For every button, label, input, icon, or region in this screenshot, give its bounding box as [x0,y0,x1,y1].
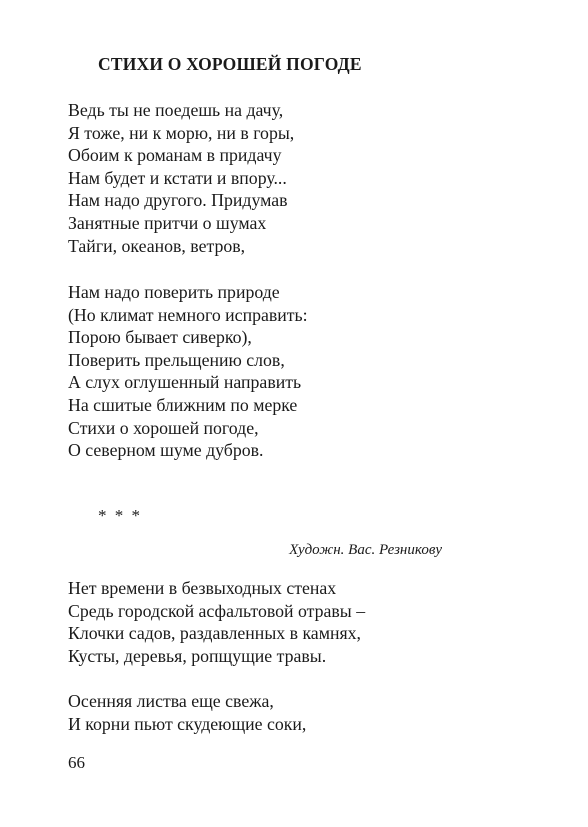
poem-line: А слух оглушенный направить [68,372,302,393]
poem-line: Я тоже, ни к морю, ни в горы, [68,122,295,143]
poem-line: Кусты, деревья, ропщущие травы. [68,645,327,666]
poem2-stanza-2 [68,690,306,735]
poem-line: О северном шуме дубров. [68,440,264,461]
poem-line: Нам надо другого. Придумав [68,190,288,211]
poem1-stanza-2 [68,281,308,462]
poem-title: СТИХИ О ХОРОШЕЙ ПОГОДЕ [98,54,362,74]
poem-line: Порою бывает сиверко), [68,327,252,348]
poem-line: (Но климат немного исправить: [68,304,308,325]
poem-line: И корни пьют скудеющие соки, [68,713,307,734]
poem-line: Стихи о хорошей погоде, [68,417,259,438]
poem2-stanza-1 [68,577,365,667]
poem-line: Занятные притчи о шумах [68,212,267,233]
poem-line: Нам будет и кстати и впору... [68,167,287,188]
poem-line: Обоим к романам в придачу [68,145,282,166]
page-number: 66 [68,753,85,772]
poem-line: Ведь ты не поедешь на дачу, [68,100,284,120]
poem-line: Осенняя листва еще свежа, [68,691,274,711]
section-separator-stars: * * * [98,506,142,525]
poem-line: Нет времени в безвыходных стенах [68,578,337,598]
poem-line: Тайги, океанов, ветров, [68,235,246,256]
poem-line: Клочки садов, раздавленных в камнях, [68,623,361,644]
poem-line: На сшитые ближним по мерке [68,394,298,415]
poem-line: Поверить прельщению слов, [68,349,285,370]
poem-line: Нам надо поверить природе [68,282,280,302]
poem1-stanza-1 [68,99,294,257]
poem-line: Средь городской асфальтовой отравы – [68,600,366,621]
dedication: Художн. Вас. Резникову [289,542,442,558]
